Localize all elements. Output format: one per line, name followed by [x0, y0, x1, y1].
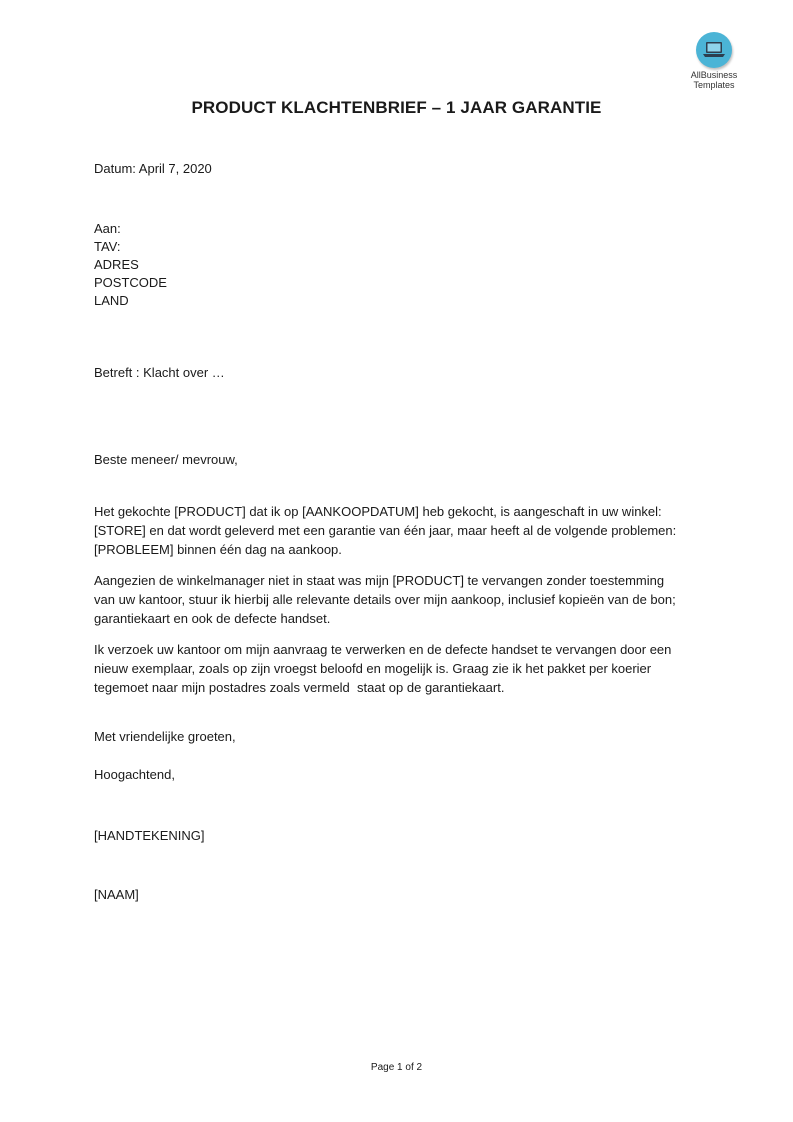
letter-closing-2: Hoogachtend, [94, 767, 175, 782]
address-attention: TAV: [94, 239, 121, 254]
paragraph-line: [STORE] en dat wordt geleverd met een garantie van één jaar, maar heeft al de volgende problemen: [94, 523, 677, 538]
paragraph-line: nieuw exemplaar, zoals op zijn vroegst beloofd en mogelijk is. Graag zie ik het pakket per koerier [94, 661, 652, 676]
paragraph-line: Aangezien de winkelmanager niet in staat was mijn [PRODUCT] te vervangen zonder toestemming [94, 573, 665, 588]
brand-logo [684, 32, 744, 90]
paragraph-line: Het gekochte [PRODUCT] dat ik op [AANKOOPDATUM] heb gekocht, is aangeschaft in uw winkel: [94, 504, 662, 519]
logo-badge [696, 32, 732, 68]
paragraph-line: garantiekaart en ook de defecte handset. [94, 611, 331, 626]
paragraph-line: tegemoet naar mijn postadres zoals vermeld staat op de garantiekaart. [94, 680, 505, 695]
paragraph-line: van uw kantoor, stuur ik hierbij alle relevante details over mijn aankoop, inclusief kopieën van de bon; [94, 592, 676, 607]
body-paragraph-1 [94, 502, 714, 559]
letter-date: Datum: April 7, 2020 [94, 161, 212, 176]
body-paragraph-3 [94, 640, 714, 697]
letter-subject: Betreft : Klacht over … [94, 365, 225, 380]
logo-text-line2: Templates [693, 80, 735, 90]
letter-closing: Met vriendelijke groeten, [94, 729, 236, 744]
page-title: PRODUCT KLACHTENBRIEF – 1 JAAR GARANTIE [191, 98, 602, 117]
paragraph-line: [PROBLEEM] binnen één dag na aankoop. [94, 542, 342, 557]
laptop-icon [703, 41, 725, 59]
letter-salutation: Beste meneer/ mevrouw, [94, 452, 238, 467]
signature-placeholder: [HANDTEKENING] [94, 828, 205, 843]
address-country: LAND [94, 293, 129, 308]
page-footer: Page 1 of 2 [370, 1062, 423, 1073]
address-street: ADRES [94, 257, 139, 272]
logo-text-line1: AllBusiness [690, 70, 738, 80]
name-placeholder: [NAAM] [94, 887, 139, 902]
address-postcode: POSTCODE [94, 275, 167, 290]
paragraph-line: Ik verzoek uw kantoor om mijn aanvraag te verwerken en de defecte handset te vervangen door een [94, 642, 672, 657]
body-paragraph-2 [94, 571, 714, 628]
address-to: Aan: [94, 221, 121, 236]
